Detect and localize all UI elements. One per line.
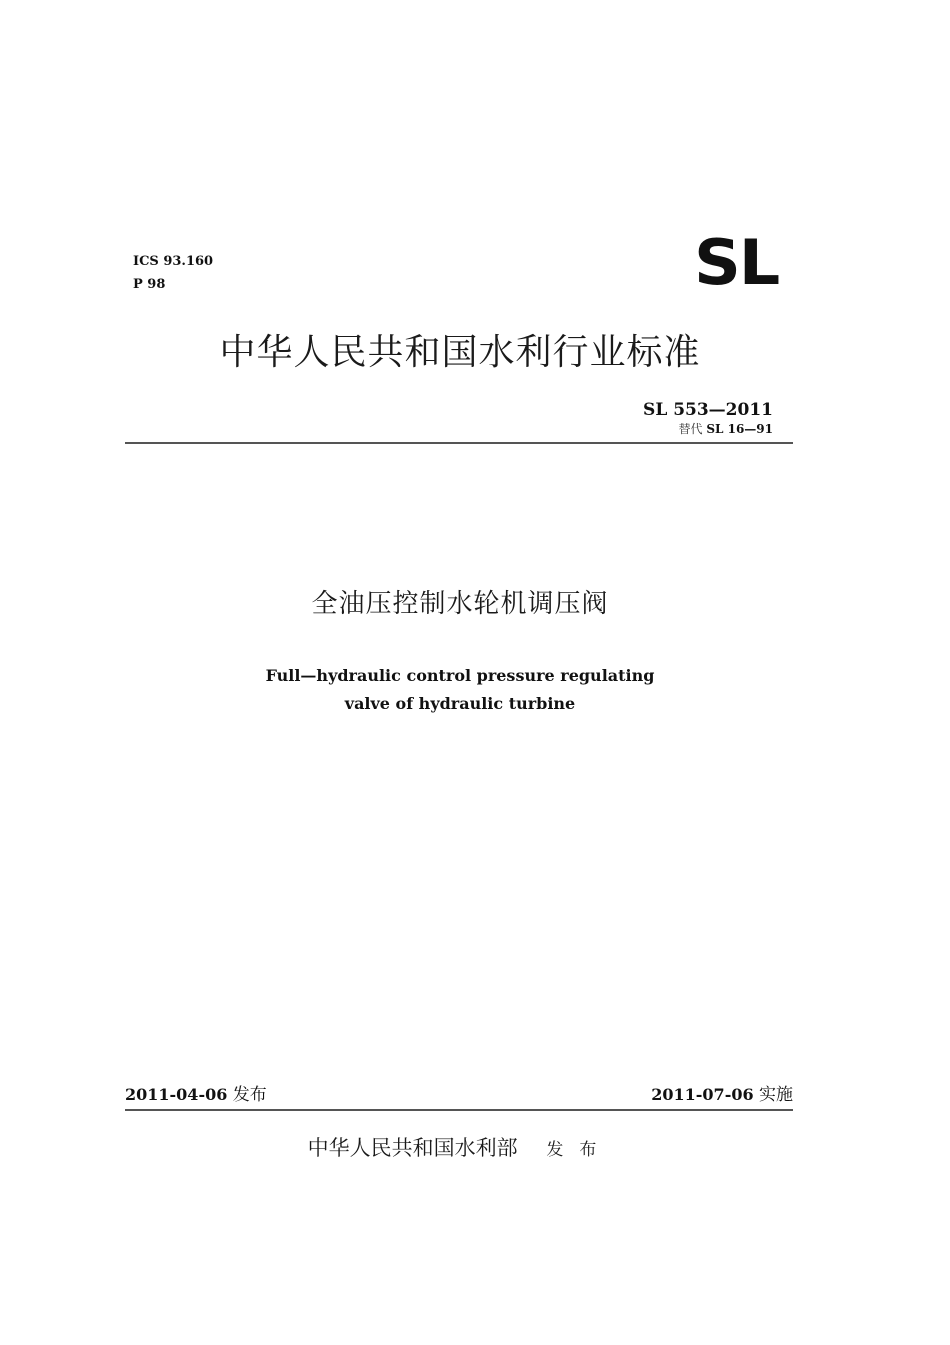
replaces-label: 替代 [678,422,703,436]
issue-date-block [125,1083,267,1107]
main-title: 中华人民共和国水利行业标准 [219,332,701,373]
implement-date-block [651,1083,793,1107]
issue-date: 2011-04-06 [125,1085,228,1104]
implement-date: 2011-07-06 [651,1085,754,1104]
publish-word: 发布 [546,1140,613,1160]
bottom-divider [125,1109,793,1111]
ics-code: ICS 93.160 [133,254,214,269]
sl-logo: SL [694,226,779,299]
implement-label: 实施 [759,1085,793,1105]
ccs-code: P 98 [133,277,166,292]
english-title [0,662,920,718]
standard-number: SL 553—2011 [643,400,773,420]
publisher-line [0,1133,920,1165]
english-title-line2: valve of hydraulic turbine [344,694,576,713]
chinese-title: 全油压控制水轮机调压阀 [311,589,609,619]
issuer-name: 中华人民共和国水利部 [307,1136,518,1160]
top-divider [125,442,793,444]
replaces-number: SL 16—91 [706,422,773,436]
classification-codes [133,250,213,296]
english-title-line1: Full—hydraulic control pressure regulating [265,666,655,685]
replaces-line [678,421,773,437]
issue-label: 发布 [232,1085,267,1105]
